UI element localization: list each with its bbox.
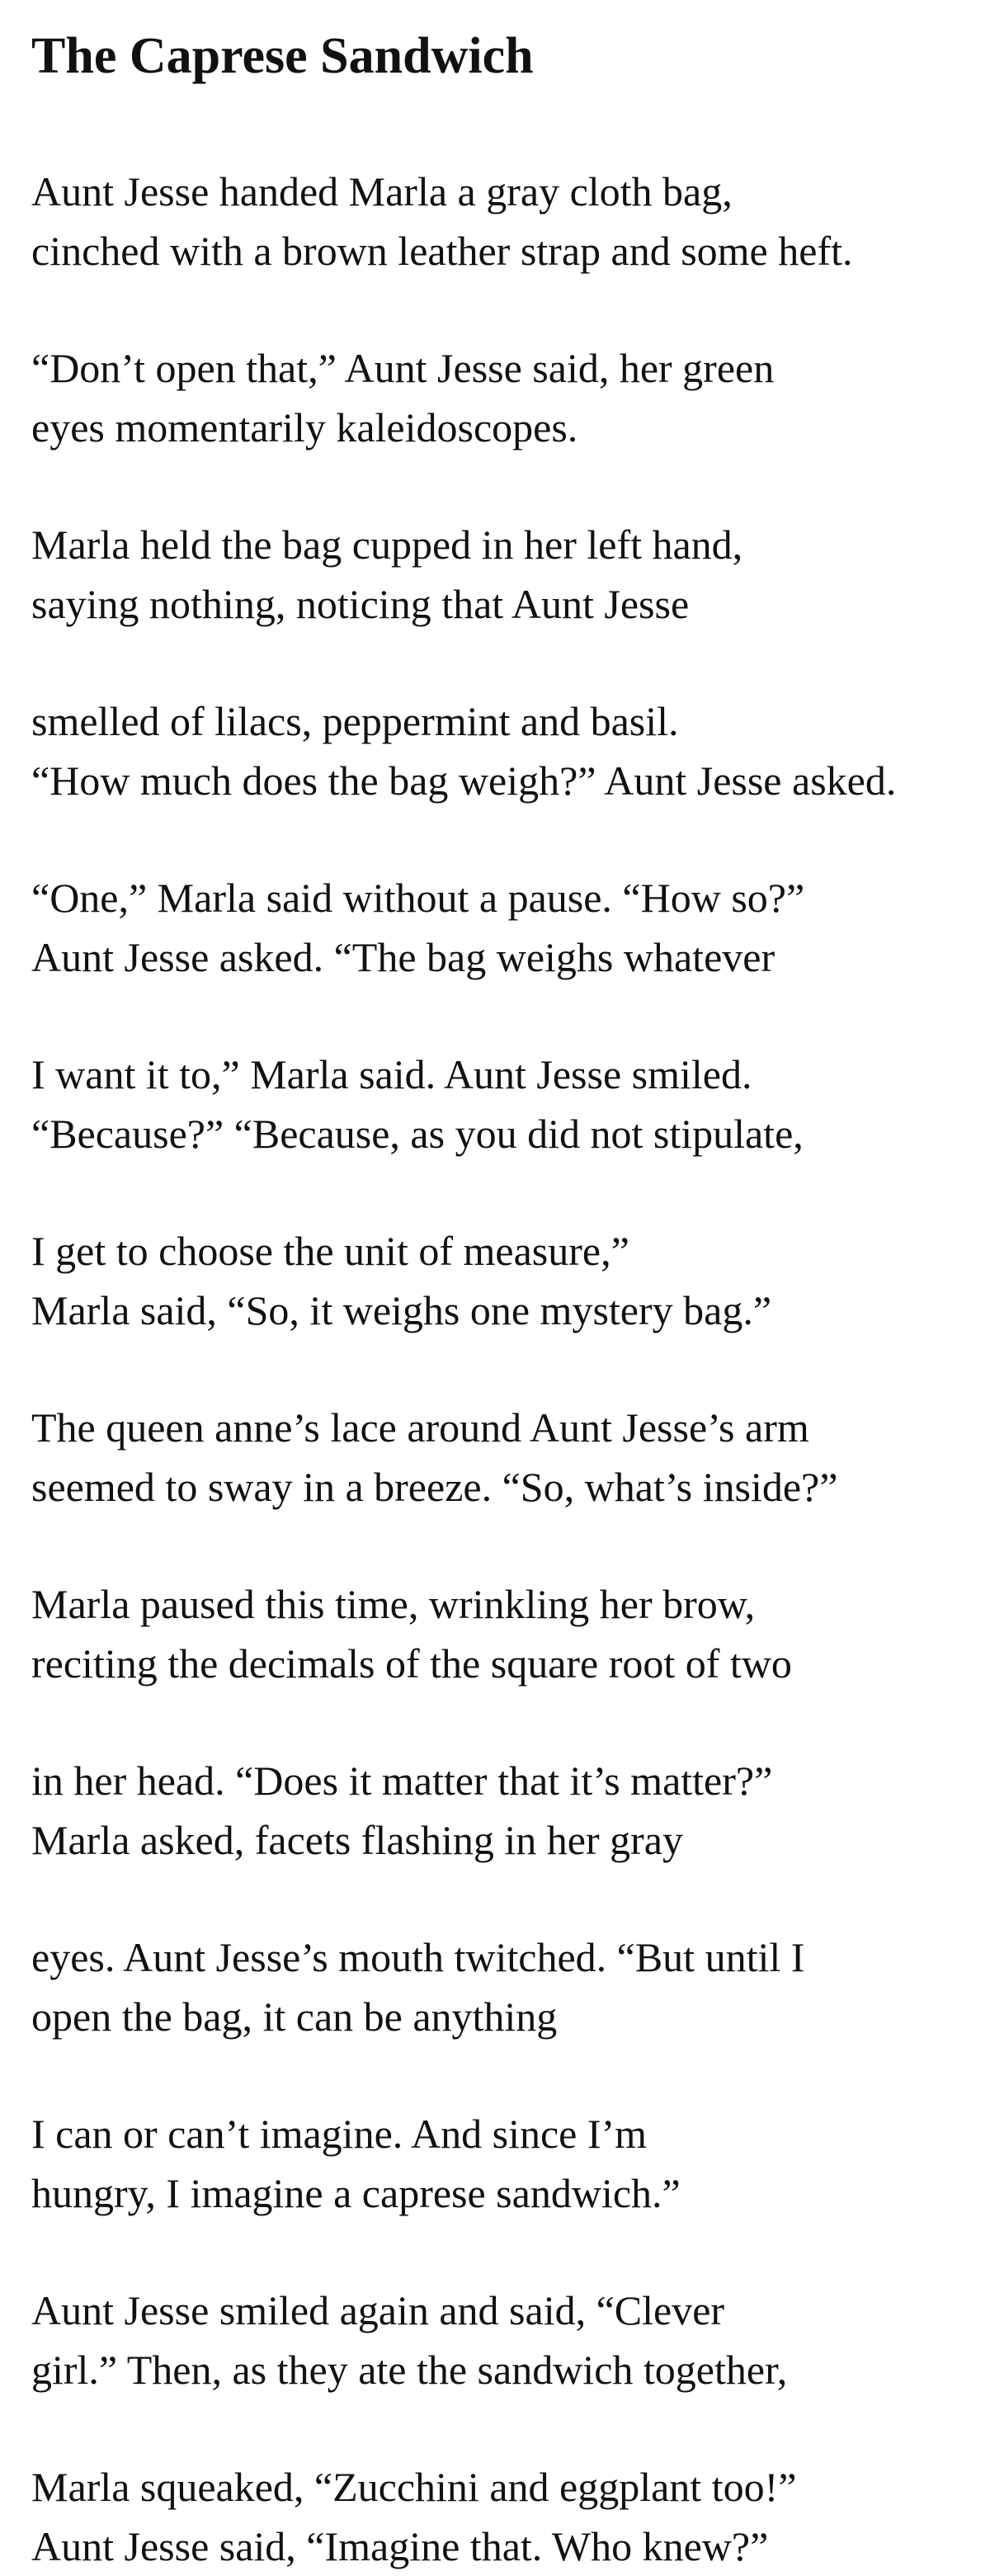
stanza-line: girl.” Then, as they ate the sandwich together, — [31, 2347, 788, 2393]
stanza-12 — [31, 2104, 980, 2223]
stanza-line: reciting the decimals of the square root of two — [31, 1640, 792, 1687]
stanza-line: Marla asked, facets flashing in her gray — [31, 1817, 683, 1863]
stanza-line: eyes. Aunt Jesse’s mouth twitched. “But until I — [31, 1934, 805, 1980]
stanza-line: Marla squeaked, “Zucchini and eggplant too!” — [31, 2464, 797, 2510]
stanza-13 — [31, 2281, 980, 2399]
stanza-line: cinched with a brown leather strap and some heft. — [31, 228, 853, 274]
stanza-line: open the bag, it can be anything — [31, 1993, 558, 2040]
stanza-line: “How much does the bag weigh?” Aunt Jesse asked. — [31, 757, 897, 804]
stanza-line: saying nothing, noticing that Aunt Jesse — [31, 581, 690, 627]
stanza-3 — [31, 515, 980, 634]
stanza-line: in her head. “Does it matter that it’s matter?” — [31, 1757, 773, 1804]
stanza-line: Marla paused this time, wrinkling her brow, — [31, 1581, 756, 1627]
stanza-line: Marla held the bag cupped in her left hand, — [31, 521, 743, 568]
stanza-1 — [31, 162, 980, 281]
stanza-line: “One,” Marla said without a pause. “How so?” — [31, 875, 805, 921]
stanza-9 — [31, 1574, 980, 1693]
stanza-line: Aunt Jesse handed Marla a gray cloth bag, — [31, 168, 733, 215]
stanza-line: Aunt Jesse said, “Imagine that. Who knew?” — [31, 2523, 769, 2569]
stanza-line: The queen anne’s lace around Aunt Jesse’s arm — [31, 1404, 809, 1451]
stanza-line: “Don’t open that,” Aunt Jesse said, her green — [31, 345, 775, 391]
stanza-line: “Because?” “Because, as you did not stipulate, — [31, 1111, 804, 1157]
stanza-14 — [31, 2457, 980, 2576]
stanza-10 — [31, 1751, 980, 1870]
stanza-5 — [31, 868, 980, 987]
stanza-line: seemed to sway in a breeze. “So, what’s inside?” — [31, 1464, 838, 1510]
stanza-7 — [31, 1221, 980, 1340]
stanza-line: eyes momentarily kaleidoscopes. — [31, 404, 578, 451]
stanza-4 — [31, 691, 980, 810]
stanza-line: hungry, I imagine a caprese sandwich.” — [31, 2170, 681, 2216]
stanza-6 — [31, 1045, 980, 1163]
poem-title: The Caprese Sandwich — [31, 28, 534, 84]
stanza-line: I get to choose the unit of measure,” — [31, 1228, 629, 1274]
stanza-line: I can or can’t imagine. And since I’m — [31, 2111, 648, 2157]
stanza-line: Aunt Jesse smiled again and said, “Clever — [31, 2287, 725, 2333]
stanza-8 — [31, 1398, 980, 1517]
stanza-line: Marla said, “So, it weighs one mystery bag.” — [31, 1287, 772, 1333]
stanza-2 — [31, 338, 980, 457]
stanza-11 — [31, 1927, 980, 2046]
stanza-line: I want it to,” Marla said. Aunt Jesse smiled. — [31, 1051, 752, 1097]
stanza-line: smelled of lilacs, peppermint and basil. — [31, 698, 679, 744]
stanza-line: Aunt Jesse asked. “The bag weighs whatever — [31, 934, 776, 980]
